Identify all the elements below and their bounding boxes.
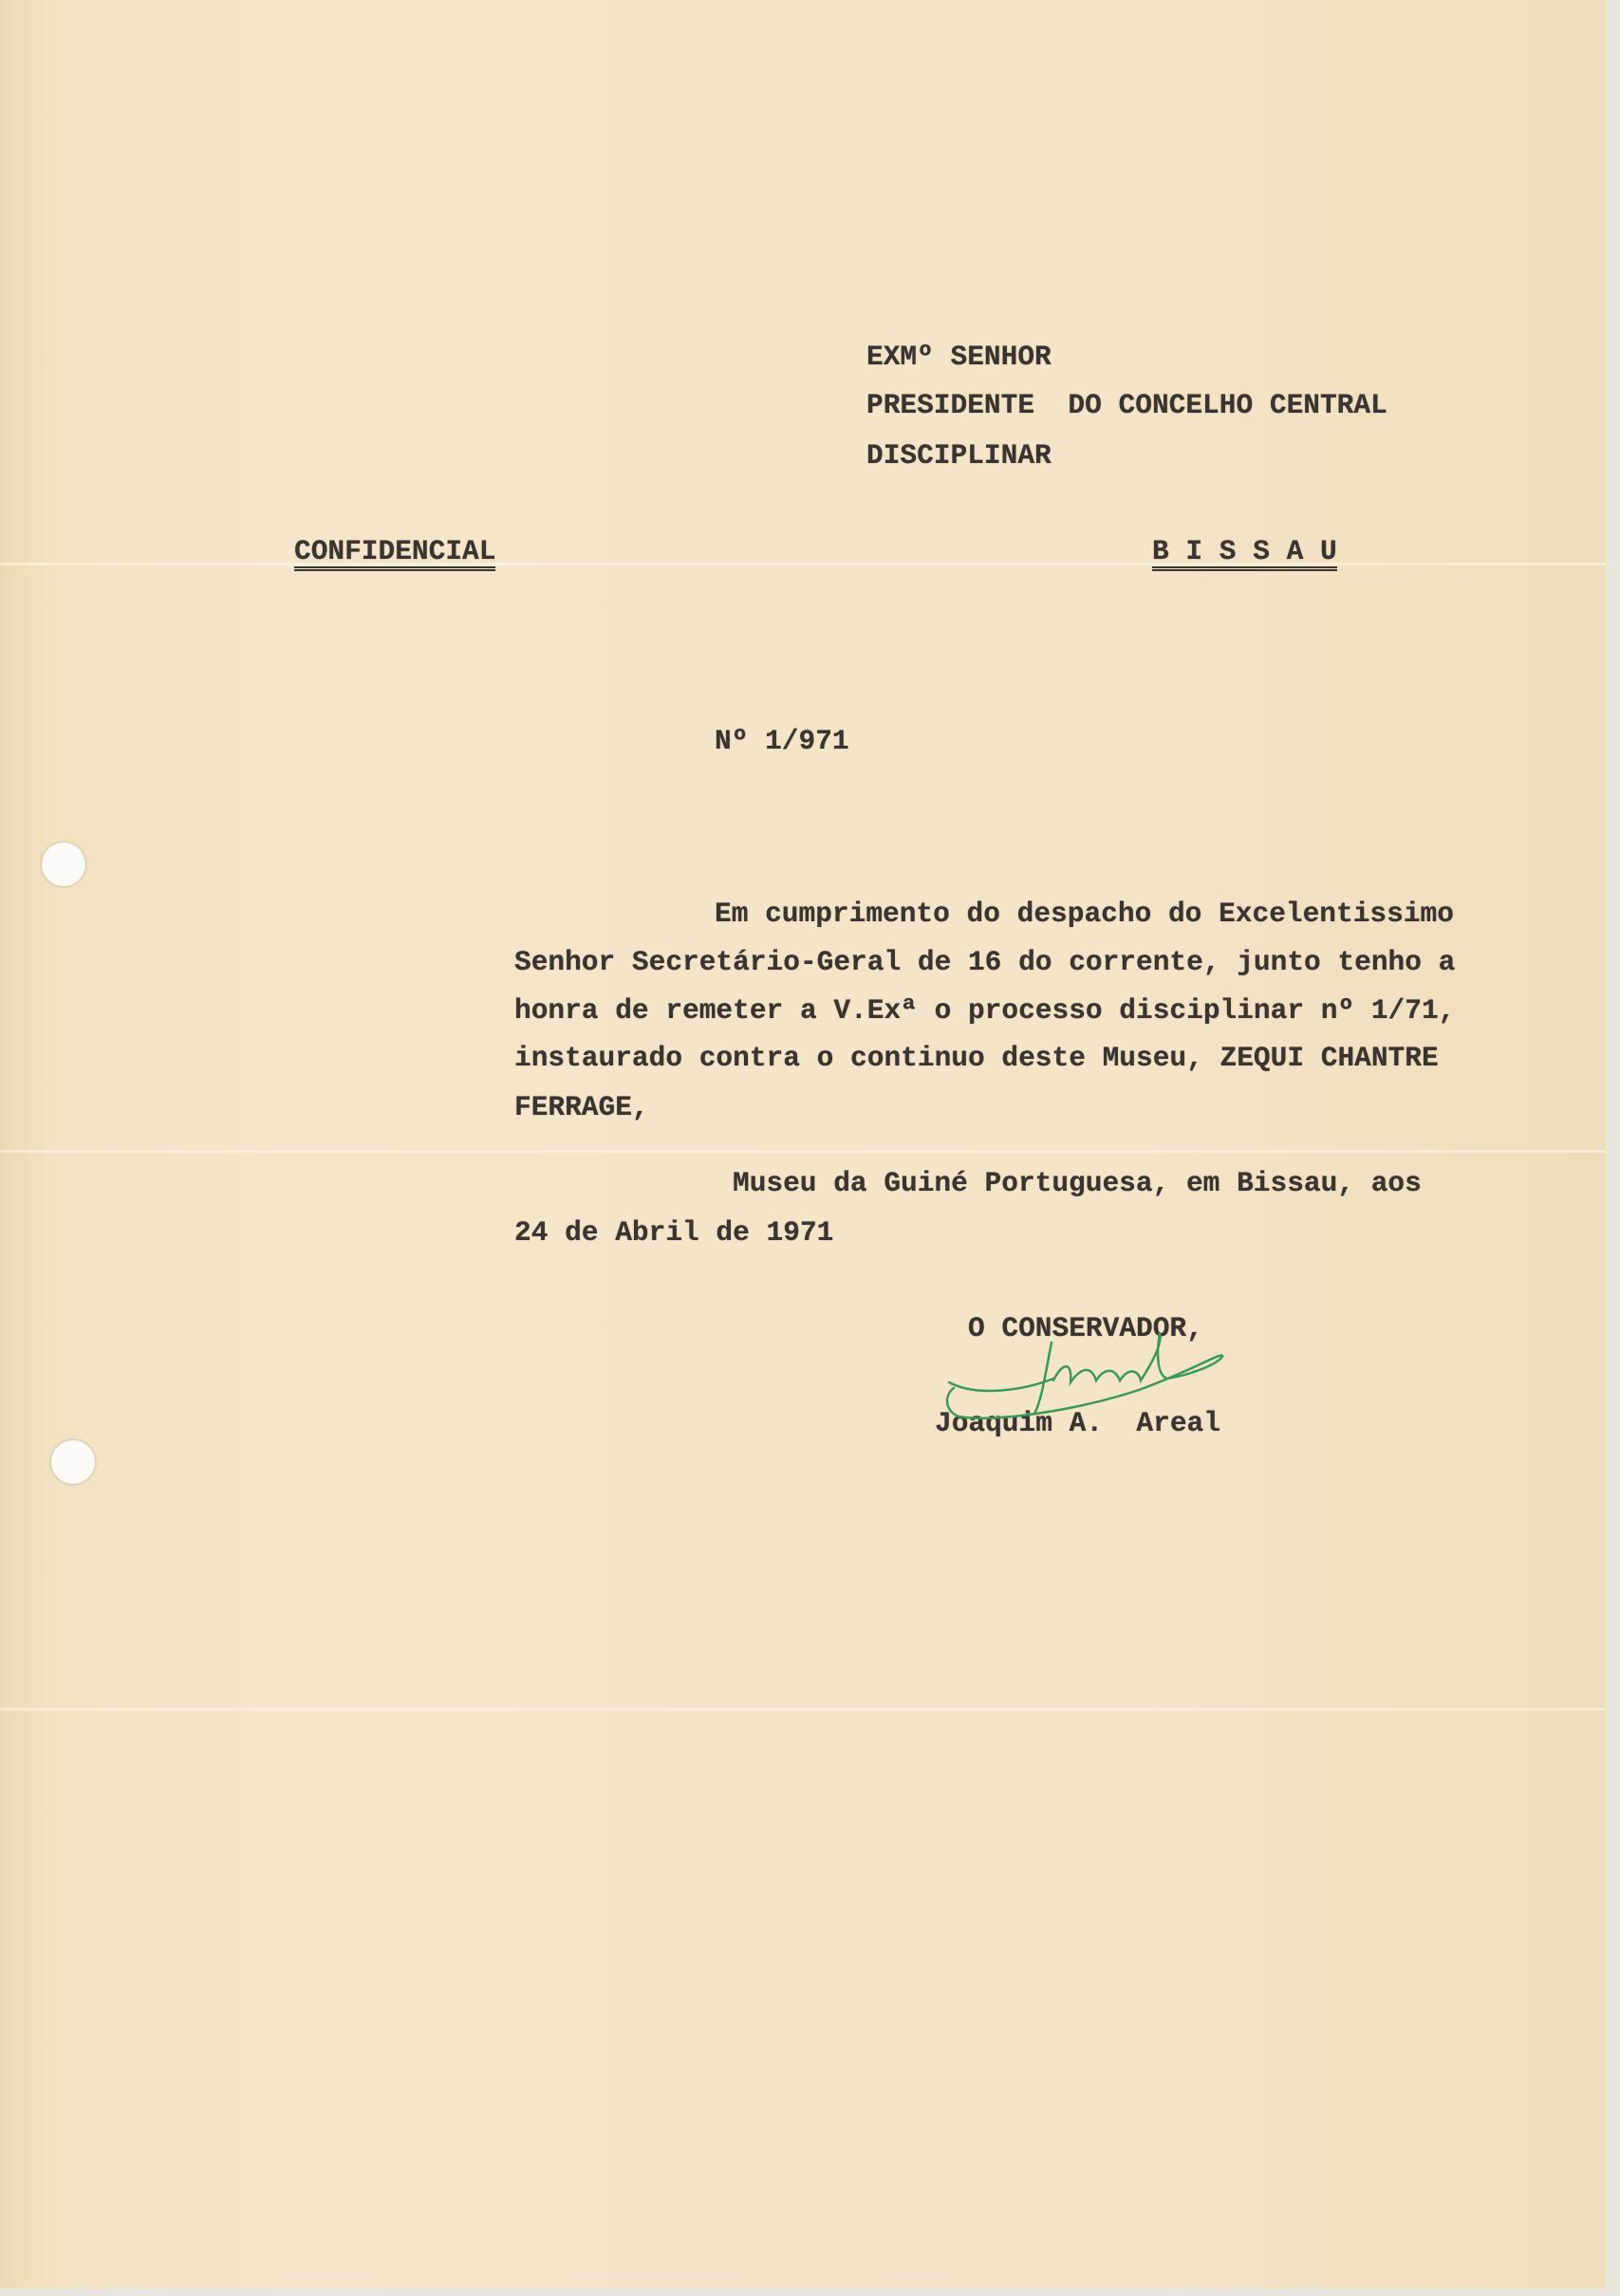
body-line-1: Em cumprimento do despacho do Excelentissimo <box>715 898 1454 930</box>
paper-fold <box>0 1150 1606 1153</box>
signatory-title: O CONSERVADOR, <box>968 1312 1203 1344</box>
classification-label: CONFIDENCIAL <box>294 537 495 571</box>
body-line-5: FERRAGE, <box>514 1091 649 1123</box>
addressee-line-2: PRESIDENTE DO CONCELHO CENTRAL <box>866 389 1387 421</box>
handwritten-signature <box>940 1324 1243 1428</box>
punch-hole <box>51 1440 95 1484</box>
paper-fold <box>0 563 1606 565</box>
body-line-2: Senhor Secretário-Geral de 16 do corrente, junto tenho a <box>514 946 1456 978</box>
signatory-name: Joaquim A. Areal <box>935 1407 1220 1439</box>
addressee-line-3: DISCIPLINAR <box>866 439 1052 472</box>
reference-number: Nº 1/971 <box>715 725 849 757</box>
closing-date-line: 24 de Abril de 1971 <box>514 1216 834 1249</box>
paper-fold <box>0 1708 1606 1711</box>
place-header: B I S S A U <box>1152 537 1337 571</box>
closing-place-line: Museu da Guiné Portuguesa, em Bissau, aos <box>733 1167 1422 1199</box>
addressee-line-1: EXMº SENHOR <box>866 341 1052 373</box>
body-line-4: instaurado contra o continuo deste Museu, ZEQUI CHANTRE <box>514 1042 1439 1074</box>
punch-hole <box>42 842 85 886</box>
body-line-3: honra de remeter a V.Exª o processo disciplinar nº 1/71, <box>514 994 1456 1027</box>
